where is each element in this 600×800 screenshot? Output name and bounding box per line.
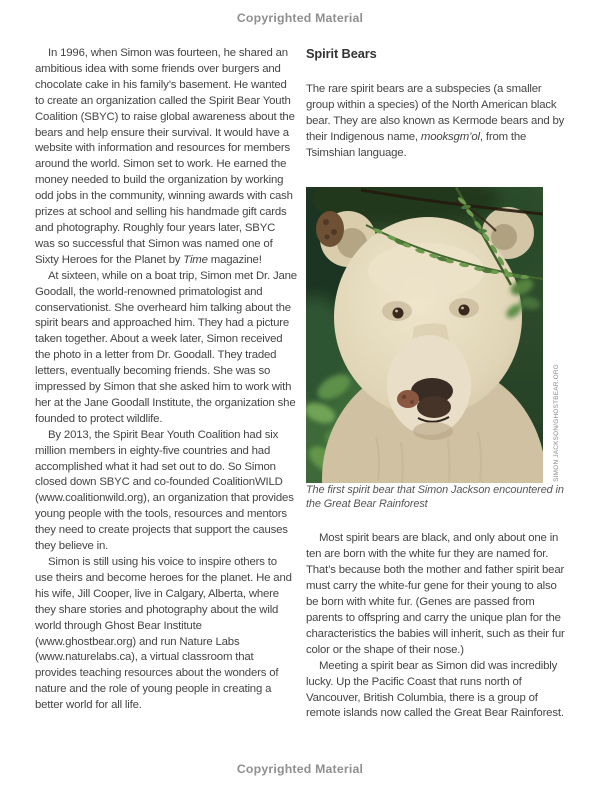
paragraph-coalitionwild: By 2013, the Spirit Bear Youth Coalition had six million members in eighty-five countries and had accomplished what it had set out to do. So Simon closed down SBYC and co-founded CoalitionWILD (www.coalitionwild.org), an organization that provides young people with the tools, resources and mentors they need to create projects that support the causes they believe in. xyxy=(35,428,294,553)
paragraph-ghost-bear-institute: Simon is still using his voice to inspire others to use theirs and become heroes for the planet. He and his wife, Jill Cooper, live in Calgary, Alberta, where they share stories and photography about the wild world through Ghost Bear Institute (www.ghostbear.org) and run Nature Labs (www.naturelabs.ca), a virtual classroom that provides teaching resources about the wonders of nature and the role of young people in creating a better world for all life. xyxy=(35,556,292,712)
italic-indigenous-name: mooksgm’ol xyxy=(420,130,480,143)
photo-credit: SIMON JACKSON/GHOSTBEAR.ORG xyxy=(553,363,560,482)
paragraph-text: In 1996, when Simon was fourteen, he shared an ambitious idea with some friends over burgers and chocolate cake in his family’s basement. He wanted to create an organization called the Spirit Bear Youth Coalition (SBYC) to raise global awareness about the bears and help ensure their survival. It would have a website with information and resources for members around the world. Simon set to work. He earned the money needed to build the organization by working odd jobs in the community, winning awards with cash prizes at school and selling his handmade gift cards and photography. Roughly four years later, SBYC was so successful that Simon was named one of Sixty Heroes for the Planet by xyxy=(35,47,295,266)
page-columns xyxy=(35,46,571,722)
paragraph-text: , from the Tsimshian language. xyxy=(306,130,527,159)
paragraph-sbyc-founding xyxy=(35,46,297,269)
paragraph-jane-goodall: At sixteen, while on a boat trip, Simon met Dr. Jane Goodall, the world-renowned primatologist and conservationist. She overheard him talking about the spirit bears and approached him. They had a picture taken together. About a week later, Simon received the photo in a letter from Dr. Goodall. They traded letters, eventually becoming friends. She was so impressed by Simon that she asked him to work with her at the Jane Goodall Institute, the organization she founded to protect wildlife. xyxy=(35,269,297,425)
right-text-column xyxy=(306,46,571,722)
spirit-bear-photo-block xyxy=(306,187,571,483)
section-heading-spirit-bears: Spirit Bears xyxy=(306,46,377,61)
paragraph-subspecies xyxy=(306,82,571,162)
spirit-bear-photo xyxy=(306,187,543,483)
copyright-banner-bottom: Copyrighted Material xyxy=(236,762,364,776)
left-text-column xyxy=(35,46,297,722)
paragraph-great-bear-rainforest: Meeting a spirit bear as Simon did was incredibly lucky. Up the Pacific Coast that runs north of Vancouver, British Columbia, there is a group of remote islands now called the Great Bear Rainforest. xyxy=(306,659,564,720)
paragraph-text: The rare spirit bears are a subspecies (a smaller group within a species) of the North American black bear. They are also known as Kermode bears and by their Indigenous name, xyxy=(306,82,565,143)
italic-time-magazine: Time xyxy=(183,253,208,266)
photo-caption: The first spirit bear that Simon Jackson encountered in the Great Bear Rainforest xyxy=(306,484,564,511)
paragraph-white-fur-gene: Most spirit bears are black, and only about one in ten are born with the white fur they are named for. That’s because both the mother and father spirit bear must carry the white-fur gene for their young to also be born with white fur. (Genes are passed from parents to offspring and carry the unique plan for the characteristics the babies will inherit, such as their fur color or the shape of their nose.) xyxy=(306,532,565,656)
paragraph-text: magazine! xyxy=(207,253,262,266)
copyright-banner-top: Copyrighted Material xyxy=(236,11,364,25)
